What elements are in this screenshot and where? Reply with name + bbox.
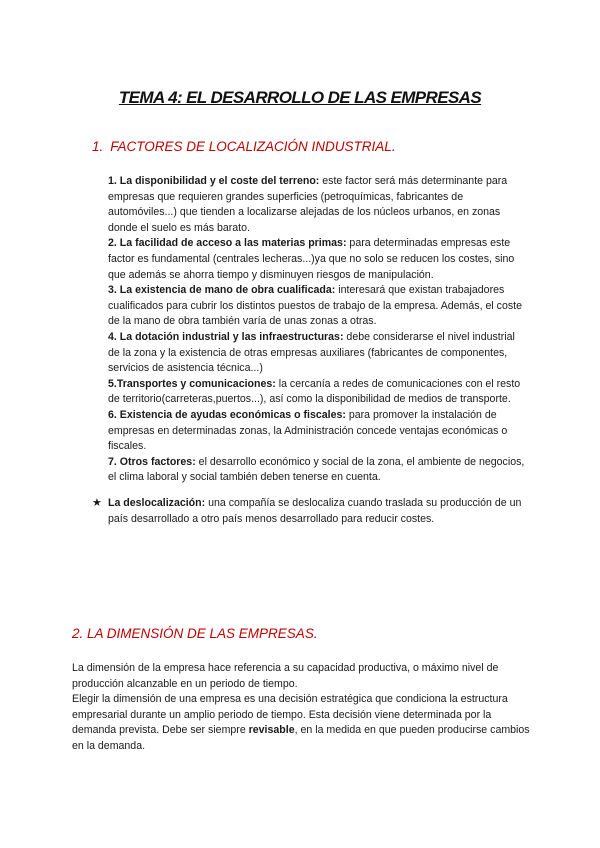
factor-item <box>108 408 528 455</box>
factor-text: para determinadas empresas este factor es fundamental (centrales lecheras...)ya que no solo se reducen los costes, sino que además se ahorra tiempo y disminuyen riesgos de manipulación. <box>108 237 515 281</box>
factor-item <box>108 174 528 236</box>
factor-item <box>108 455 528 486</box>
factor-text: el desarrollo económico y social de la zona, el ambiente de negocios, el clima laboral y social también deben tenerse en cuenta. <box>108 455 525 484</box>
factor-title: 3. La existencia de mano de obra cualificada: <box>108 284 336 297</box>
factor-title: 5.Transportes y comunicaciones: <box>108 377 276 390</box>
factor-title: 1. La disponibilidad y el coste del terreno: <box>108 175 320 187</box>
page-title: TEMA 4: EL DESARROLLO DE LAS EMPRESAS <box>118 88 482 107</box>
star-bullet-icon: ★ <box>92 497 102 509</box>
section-2-heading: 2. LA DIMENSIÓN DE LAS EMPRESAS. <box>72 626 318 641</box>
paragraph-text: Elegir la dimensión de una empresa es una decisión estratégica que condiciona la estructura empresarial durante un amplio periodo de tiempo. Esta decisión viene determinada por la demanda prevista. Debe ser siempre <box>72 693 508 737</box>
factors-list <box>108 174 528 486</box>
paragraph <box>72 692 532 754</box>
factor-item <box>108 330 528 377</box>
section-1-heading-text: FACTORES DE LOCALIZACIÓN INDUSTRIAL. <box>110 139 396 154</box>
deslocalizacion-note <box>92 496 528 527</box>
factor-text: este factor será más determinante para empresas que requieren grandes superficies (petroquímicas, fabricantes de automóviles...) que tienden a localizarse alejadas de los núcleos urbanos, en zonas donde el suelo es más barato. <box>108 175 508 234</box>
factor-title: 6. Existencia de ayudas económicas o fiscales: <box>108 408 346 421</box>
factor-text: interesará que existan trabajadores cualificados para cubrir los distintos puestos de trabajo de la empresa. Además, el coste de la mano de obra también varía de unas zonas a otras. <box>108 284 522 328</box>
note-body: una compañía se deslocaliza cuando traslada su producción de un país desarrollado a otro país menos desarrollado para reducir costes. <box>108 497 522 525</box>
paragraph: La dimensión de la empresa hace referencia a su capacidad productiva, o máximo nivel de producción alcanzable en un periodo de tiempo. <box>72 662 499 690</box>
factor-item <box>108 283 528 330</box>
factor-item <box>108 236 528 283</box>
section-1-number: 1. <box>92 139 104 154</box>
note-text <box>108 496 528 527</box>
factor-item <box>108 377 528 408</box>
factor-text: la cercanía a redes de comunicaciones con el resto de territorio(carreteras,puertos...), así como la disponibilidad de medios de transporte. <box>108 377 521 406</box>
factor-title: 4. La dotación industrial y las infraestructuras: <box>108 330 344 343</box>
factor-text: para promover la instalación de empresas en determinadas zonas, la Administración concede ventajas económicas o fiscales. <box>108 408 508 453</box>
factor-title: 7. Otros factores: <box>108 455 196 468</box>
note-title: La deslocalización: <box>108 497 206 509</box>
factor-title: 2. La facilidad de acceso a las materias primas: <box>108 237 347 250</box>
section-1-heading <box>92 139 396 154</box>
section-2-body <box>72 661 532 755</box>
factor-text: debe considerarse el nivel industrial de la zona y la existencia de otras empresas auxiliares (fabricantes de componentes, servicios de asistencia técnica...) <box>108 330 515 375</box>
paragraph-text: , en la medida en que pueden producirse cambios en la demanda. <box>72 724 530 752</box>
emphasis: revisable <box>248 724 295 737</box>
